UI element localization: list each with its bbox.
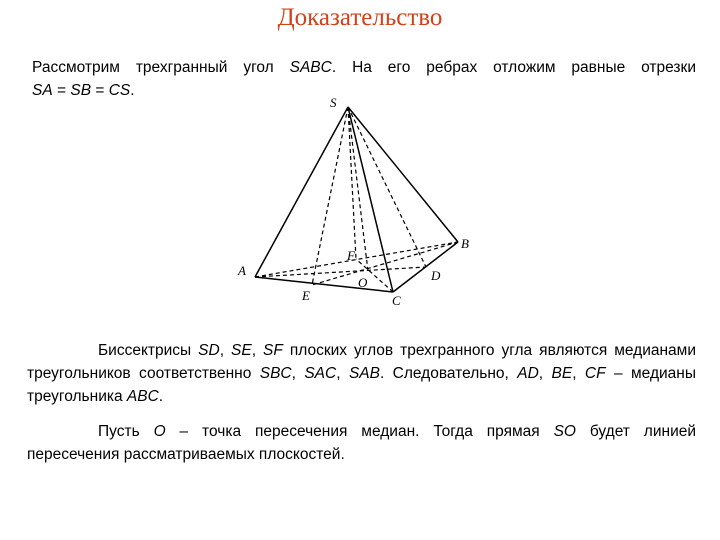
intro-line-2: SA = SB = CS. — [32, 82, 135, 99]
label-E: E — [302, 288, 310, 303]
bisector-SF — [348, 107, 356, 259]
pyramid-figure — [230, 92, 490, 312]
label-B: B — [461, 236, 469, 251]
label-O: O — [358, 275, 368, 290]
edge-AC — [255, 277, 393, 292]
label-C: C — [392, 293, 401, 308]
label-F: F — [347, 248, 355, 263]
bisector-SD — [348, 107, 426, 267]
label-A: A — [238, 263, 246, 278]
page-title: Доказательство — [277, 4, 443, 31]
intersection-paragraph: Пусть O – точка пересечения медиан. Тогда прямая SO будет линией пересечения рассматриваемых плоскостей. — [27, 423, 697, 463]
bisectors-paragraph: Биссектрисы SD, SE, SF плоских углов трехгранного угла являются медианами треугольников соответственно SBC, SAC, SAB. Следовательно, AD, BE, CF – медианы треугольника ABC. — [27, 342, 696, 405]
line-SO — [348, 107, 368, 271]
label-S: S — [330, 95, 337, 110]
median-AD — [255, 267, 426, 277]
edge-SA — [255, 107, 348, 277]
label-D: D — [431, 268, 441, 283]
intro-line-1: Рассмотрим трехгранный угол SABC. На его ребрах отложим равные отрезки — [32, 59, 696, 76]
bisector-SE — [312, 107, 348, 285]
